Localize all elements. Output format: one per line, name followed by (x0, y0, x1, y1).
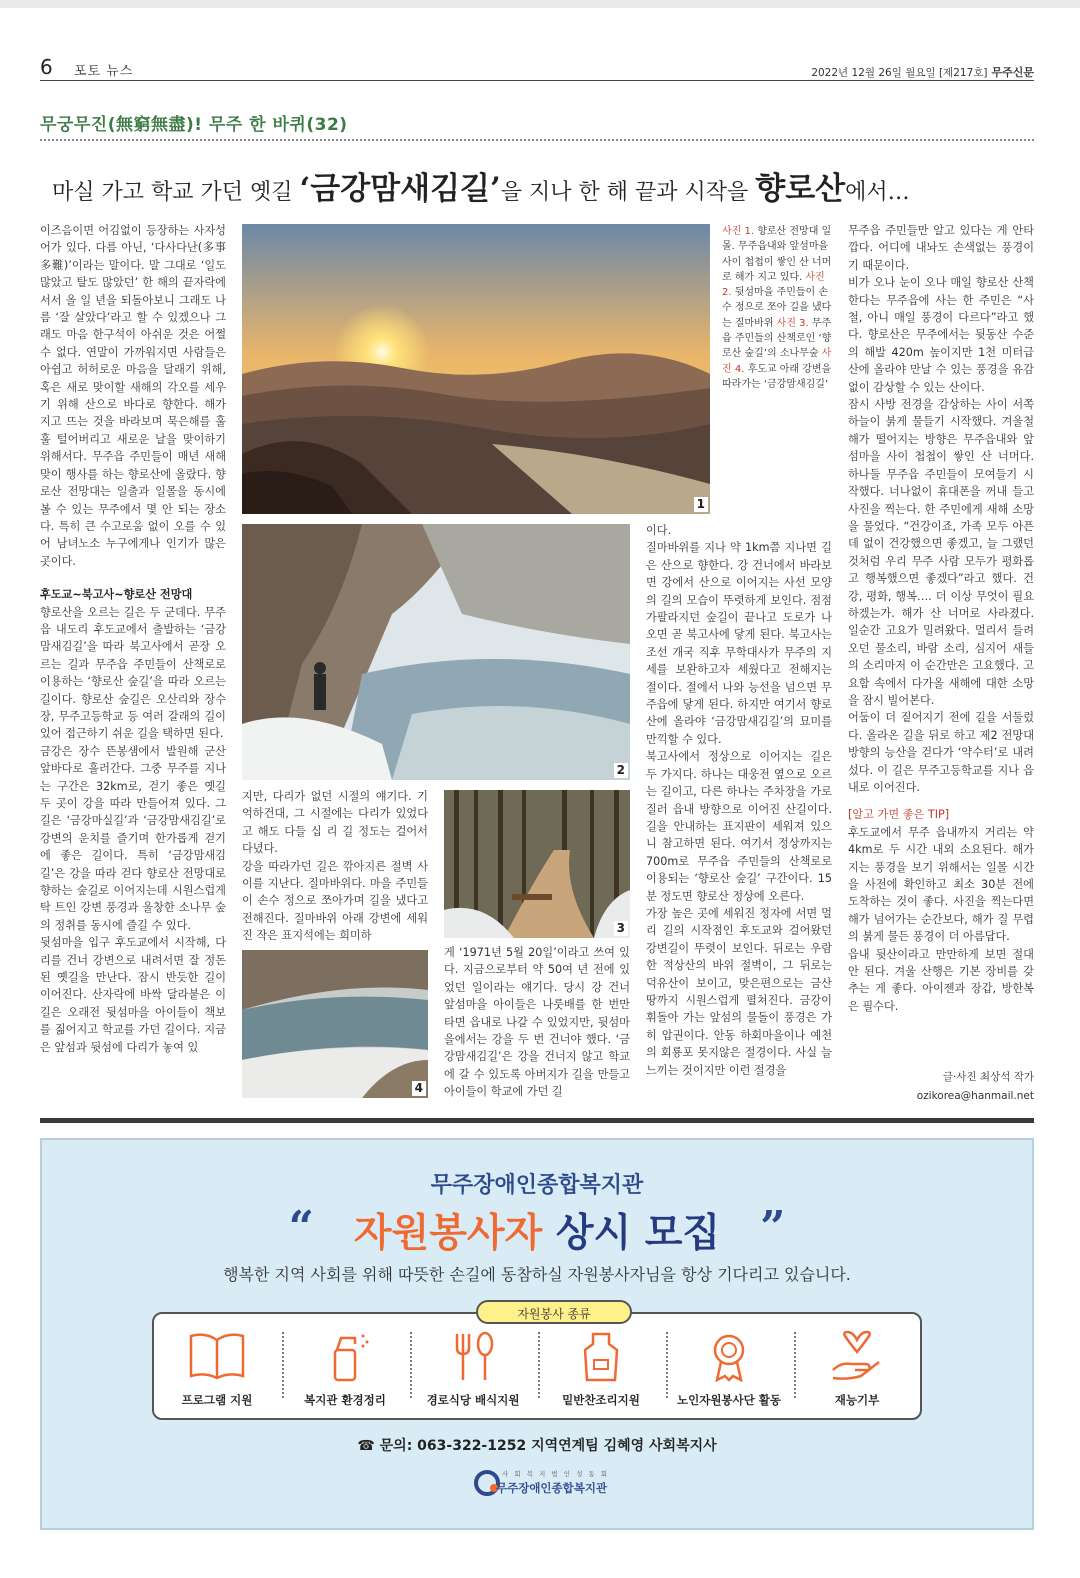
byline (917, 1068, 1034, 1106)
ad-quote-close: ” (760, 1202, 786, 1253)
col5-paragraph-4: 어둠이 더 짙어지기 전에 길을 서둘렀다. 올라온 길을 뒤로 하고 제2 전망대 방향의 능산을 걷다가 ‘약수터’로 내려섰다. 이 길은 무주고등학교를 지나 읍내로 이어진다. (848, 711, 1034, 794)
apron-icon (571, 1330, 631, 1382)
col2-paragraph-1: 지만, 다리가 없던 시절의 얘기다. 기억하건대, 그 시절에는 다리가 있었다고 해도 다들 십 리 길 정도는 걸어서 다녔다. (242, 790, 428, 856)
photo-1-sunset (242, 224, 710, 514)
headline-part5: 에서… (845, 180, 910, 205)
header-rule (40, 80, 1034, 81)
tip-paragraph-1: 후도교에서 무주 읍내까지 거리는 약 4km로 두 시간 내외 소요된다. 해가 지는 풍경을 보기 위해서는 일몰 시간을 사전에 확인하고 최소 30분 전에 도착하는 것이 좋다. 사진을 찍는다면 해가 넘어가는 순간보다, 해가 질 무렵의 붉게 물든 풍경이 더 아름답다. (848, 825, 1034, 944)
photo-caption (722, 224, 832, 392)
caption-4-text: 후도교 아래 강변을 따라가는 ‘금강맘새김길’ (722, 363, 832, 390)
ad-title-rest: 상시 모집 (542, 1211, 721, 1256)
item-label-senior: 노인자원봉사단 활동 (677, 1393, 781, 1407)
headline-part1: 마실 가고 학교 가던 옛길 (52, 180, 300, 205)
ad-organization: 무주장애인종합복지관 (430, 1173, 644, 1198)
byline-email: ozikorea@hanmail.net (916, 1090, 1034, 1102)
col1-subhead: 후도교~북고사~향로산 전망대 (40, 588, 193, 602)
ad-quote-open: “ (288, 1202, 314, 1253)
col4-paragraph-0: 이다. (646, 524, 672, 537)
col5-paragraph-3: 잠시 사방 전경을 감상하는 사이 서쪽 하늘이 붉게 물들기 시작했다. 겨울철 해가 떨어지는 방향은 무주읍내와 앞섬마을 사이 첩첩이 쌓인 산 너머다. 하나둘 무주읍 주민들이 모여들기 시작했다. 너나없이 휴대폰을 꺼내 들고 사진을 찍는다. 한 주민에게 새해 소망을 물었다. “건강이죠, 가족 모두 아픈 데 없이 건강했으면 좋겠고, 늘 그랬던 것처럼 우리 무주 사람 모두가 평화롭고 행복했으면 좋겠다”라고 했다. 건강, 평화, 행복…. 더 이상 무엇이 필요하겠는가. 해가 산 너머로 사라졌다. 일순간 고요가 밀려왔다. 멀리서 들려오던 물소리, 바람 소리, 심지어 새들의 소리마저 이 순간만은 고요했다. 고요함 속에서 다가올 새해에 대한 소망을 잠시 빌어본다. (848, 398, 1034, 707)
page-number: 6 (40, 55, 53, 79)
col5-paragraph-1: 무주읍 주민들만 알고 있다는 게 안타깝다. 어디에 내놔도 손색없는 풍경이기 때문이다. (848, 224, 1034, 272)
item-label-side-dish: 밑반찬조리지원 (562, 1393, 640, 1407)
headline-part4: 향로산 (755, 171, 846, 207)
book-icon (187, 1330, 247, 1382)
col1-paragraph-3: 금강은 장수 뜬봉샘에서 발원해 군산 앞바다로 흘러간다. 그중 무주를 지나는 구간은 32km로, 걷기 좋은 옛길 두 곳이 강을 따라 만들어져 있다. 그 길은 ‘금강마실길’과 ‘금강맘새김길’로 강변의 운치를 즐기며 한가롭게 걷기에 좋은 길이다. 특히 ‘금강맘새김길’은 강을 따라 걷다 향로산 전망대로 향하는 숲길로 이어지는데 시원스럽게 탁 트인 강변 풍경과 울창한 소나무 숲의 정취를 동시에 즐길 수 있다. (40, 744, 226, 932)
cliff-river-illustration (242, 524, 630, 780)
volunteer-types-label: 자원봉사 종류 (476, 1300, 632, 1324)
logo-subtext: 사 회 복 지 법 인 성 동 회 (502, 1470, 610, 1478)
col4-paragraph-1: 질마바위를 지나 약 1km쯤 지나면 길은 산으로 향한다. 강 건너에서 바라보면 강에서 산으로 이어지는 사선 모양의 길의 모습이 뚜렷하게 보인다. 점점 가팔라지던 숲길이 끝나고 도로가 나오면 곧 북고사에 닿게 된다. 북고사는 조선 개국 직후 무학대사가 무주의 지세를 보완하고자 세웠다고 전해지는 절이다. 절에서 나와 능선을 넘으면 무주읍에 닿게 된다. 하지만 여기서 향로산에 올라야 ‘금강맘새김길’의 묘미를 만끽할 수 있다. (646, 541, 832, 746)
caption-2-label: 사진 2. (722, 271, 825, 299)
ad-logo (472, 1464, 612, 1504)
item-meal-service (410, 1330, 536, 1408)
series-title: 무궁무진(無窮無盡)! 무주 한 바퀴(32) (40, 115, 348, 135)
article-column-5 (848, 222, 1034, 1015)
article-column-2 (242, 788, 428, 945)
spray-bottle-icon (315, 1330, 375, 1382)
river-illustration (242, 950, 428, 1098)
heart-hand-icon (827, 1330, 887, 1382)
item-program-support (154, 1330, 280, 1408)
col3-paragraph-1: 게 ‘1971년 5월 20일’이라고 쓰여 있다. 지금으로부터 약 50여 년 전에 있었던 일이라는 얘기다. 당시 강 건너 앞섬마을 아이들은 나룻배를 한 번만 타면 읍내로 나갈 수 있었지만, 뒷섬마을에서는 강을 두 번 건너야 했다. ‘금강맘새김길’은 강을 건너지 않고 학교에 갈 수 있도록 아버지가 길을 만들고 아이들이 학교에 가던 길 (444, 946, 630, 1099)
item-talent-donation (794, 1330, 920, 1408)
item-label-meal: 경로식당 배식지원 (426, 1393, 520, 1407)
item-label-cleaning: 복지관 환경정리 (304, 1393, 386, 1407)
volunteer-ad (40, 1138, 1034, 1530)
item-label-talent: 재능기부 (834, 1393, 880, 1407)
item-senior-volunteer (666, 1330, 792, 1408)
tip-heading: [알고 가면 좋은 TIP] (848, 808, 950, 822)
item-label-program: 프로그램 지원 (181, 1393, 253, 1407)
item-side-dish (538, 1330, 664, 1408)
photo-2-cliff (242, 524, 630, 780)
caption-1-label: 사진 1. (722, 226, 755, 237)
photo-4-river (242, 950, 428, 1098)
ad-top-rule (40, 1118, 1034, 1123)
ad-contact: ☎ 문의: 063-322-1252 지역연계팀 김혜영 사회복지사 (357, 1438, 717, 1454)
col1-paragraph-1: 이즈음이면 어김없이 등장하는 사자성어가 있다. 다름 아닌, ‘다사다난(多事多難)’이라는 말이다. 말 그대로 ‘일도 많았고 탈도 많았던’ 한 해의 끝자락에 서서 올 일 년을 되돌아보니 그래도 나름 ‘잘 살았다’라고 할 수 있겠으나 그래도 마음 한구석이 아쉬운 것은 어쩔 수 없다. 연말이 가까워지면 사람들은 아쉽고 허허로운 마음을 달래기 위해, 혹은 새로 맞이할 새해의 각오를 세우기 위해 산으로 바다로 향한다. 해가 지고 뜨는 것을 바라보며 묵은해를 훌훌 털어버리고 새로운 날을 맞이하기 위해서다. 무주읍 주민들이 매년 새해맞이 행사를 하는 향로산에 올랐다. 향로산 전망대는 일출과 일몰을 동시에 볼 수 있는 무주에서 몇 안 되는 장소다. 특히 큰 수고로움 없이 오를 수 있어 남녀노소 누구에게나 인기가 많은 곳이다. (40, 224, 226, 568)
photo-1-number: 1 (694, 497, 708, 512)
sunset-illustration (242, 224, 710, 514)
logo-name: 무주장애인종합복지관 (496, 1481, 608, 1495)
item-cleaning (282, 1330, 408, 1408)
dotted-divider (40, 139, 1034, 141)
photo-3-forest (444, 790, 630, 938)
photo-3-number: 3 (614, 921, 628, 936)
col5-paragraph-2: 비가 오나 눈이 오나 매일 향로산 산책한다는 무주읍에 사는 한 주민은 “사철, 아니 매일 풍경이 다르다”라고 했다. 향로산은 무주에서는 뒷동산 수준의 해발 420m 높이지만 1천 미터급 산에 올라야 만날 수 있는 풍경을 유감없이 감상할 수 있는 산이다. (848, 276, 1034, 394)
article-column-4 (646, 522, 832, 1079)
caption-4-label: 사진 4. (722, 348, 832, 375)
ad-title (42, 1202, 1032, 1258)
section-name: 포토 뉴스 (74, 64, 134, 79)
col4-paragraph-2: 북고사에서 정상으로 이어지는 길은 두 가지다. 하나는 대웅전 옆으로 오르는 길이고, 다른 하나는 주차장을 가로질러 읍내 방향으로 이어진 산길이다. 길을 안내하는 표지판이 세워져 있으니 참고하면 된다. 여기서 정상까지는 700m로 무주읍 주민들의 산책로로 이용되는 ‘향로산 숲길’ 구간이다. 15분 정도면 향로산 정상에 오른다. (646, 750, 832, 903)
forest-illustration (444, 790, 630, 938)
caption-1-text: 향로산 전망대 일몰. 무주읍내와 앞섬마을 사이 첩첩이 쌓인 산 너머로 해가 지고 있다. (722, 226, 832, 283)
byline-author: 글·사진 최상석 작가 (942, 1071, 1034, 1083)
paper-name: 무주신문 (991, 66, 1034, 79)
dateline (811, 64, 1034, 80)
headline (52, 163, 910, 208)
tip-paragraph-2: 읍내 뒷산이라고 만만하게 보면 절대 안 된다. 겨울 산행은 기본 장비를 갖추는 게 좋다. 아이젠과 장갑, 방한복은 필수다. (848, 947, 1034, 1013)
caption-3-text: 무주읍 주민들의 산책로인 ‘향로산 숲길’의 소나무숲 (722, 317, 832, 360)
article-column-1 (40, 222, 226, 1056)
medal-icon (699, 1330, 759, 1382)
col4-paragraph-3: 가장 높은 곳에 세워진 정자에 서면 멀리 길의 시작점인 후도교와 걸어왔던 강변길이 뚜렷이 보인다. 뒤로는 우람한 적상산의 바위 절벽이, 그 뒤로는 덕유산이 보이고, 맞은편으로는 금산 땅까지 시원스럽게 펼쳐진다. 금강이 휘돌아 가는 앞섬의 물돌이 풍경은 가히 압권이다. 안동 하회마을이나 예천의 회룡포 못지않은 절경이다. 사실 늘 느끼는 것이지만 이런 절경을 (646, 906, 832, 1077)
photo-4-number: 4 (412, 1081, 426, 1096)
col1-paragraph-4: 뒷섬마을 입구 후도교에서 시작해, 다리를 건너 강변으로 내려서면 잘 정돈된 옛길을 만난다. 잠시 반듯한 길이 이어진다. 산자락에 바싹 달라붙은 이 길은 오래전 뒷섬마을 아이들이 책보를 짊어지고 학교를 가던 길이다. 지금은 앞섬과 뒷섬에 다리가 놓여 있 (40, 936, 226, 1054)
photo-2-number: 2 (614, 763, 628, 778)
fork-spoon-icon (443, 1330, 503, 1382)
ad-title-highlight: 자원봉사자 (353, 1211, 543, 1256)
ad-subtitle: 행복한 지역 사회를 위해 따뜻한 손길에 동참하실 자원봉사자님을 항상 기다리고 있습니다. (223, 1265, 851, 1284)
col1-paragraph-2: 향로산을 오르는 길은 두 군데다. 무주읍 내도리 후도교에서 출발하는 ‘금강맘새김길’을 따라 북고사에서 곧장 오르는 길과 무주읍 주민들이 산책로로 이용하는 ‘향로산 숲길’을 따라 오르는 길이다. 향로산 숲길은 오산리와 장수장, 무주고등학교 등 여러 갈래의 길이 있어 접근하기 쉬운 길을 택하면 된다. (40, 605, 226, 741)
top-bar (0, 0, 1080, 8)
caption-2-text: 뒷섬마을 주민들이 손수 정으로 쪼아 길을 냈다는 질마바위 (722, 287, 832, 329)
headline-part3: 을 지나 한 해 끝과 시작을 (500, 180, 756, 205)
article-column-3 (444, 944, 630, 1101)
caption-3-label: 사진 3. (776, 317, 809, 329)
headline-part2: ‘금강맘새김길’ (299, 171, 501, 207)
volunteer-types-box (152, 1307, 922, 1420)
col2-paragraph-2: 강을 따라가던 길은 깎아지른 절벽 사이를 지난다. 질마바위다. 마을 주민들이 손수 정으로 쪼아가며 길을 냈다고 전해진다. 질마바위 아래 강변에 세워진 작은 표지석에는 희미하 (242, 859, 428, 943)
issue-date: 2022년 12월 26일 월요일 [제217호] (811, 67, 988, 79)
